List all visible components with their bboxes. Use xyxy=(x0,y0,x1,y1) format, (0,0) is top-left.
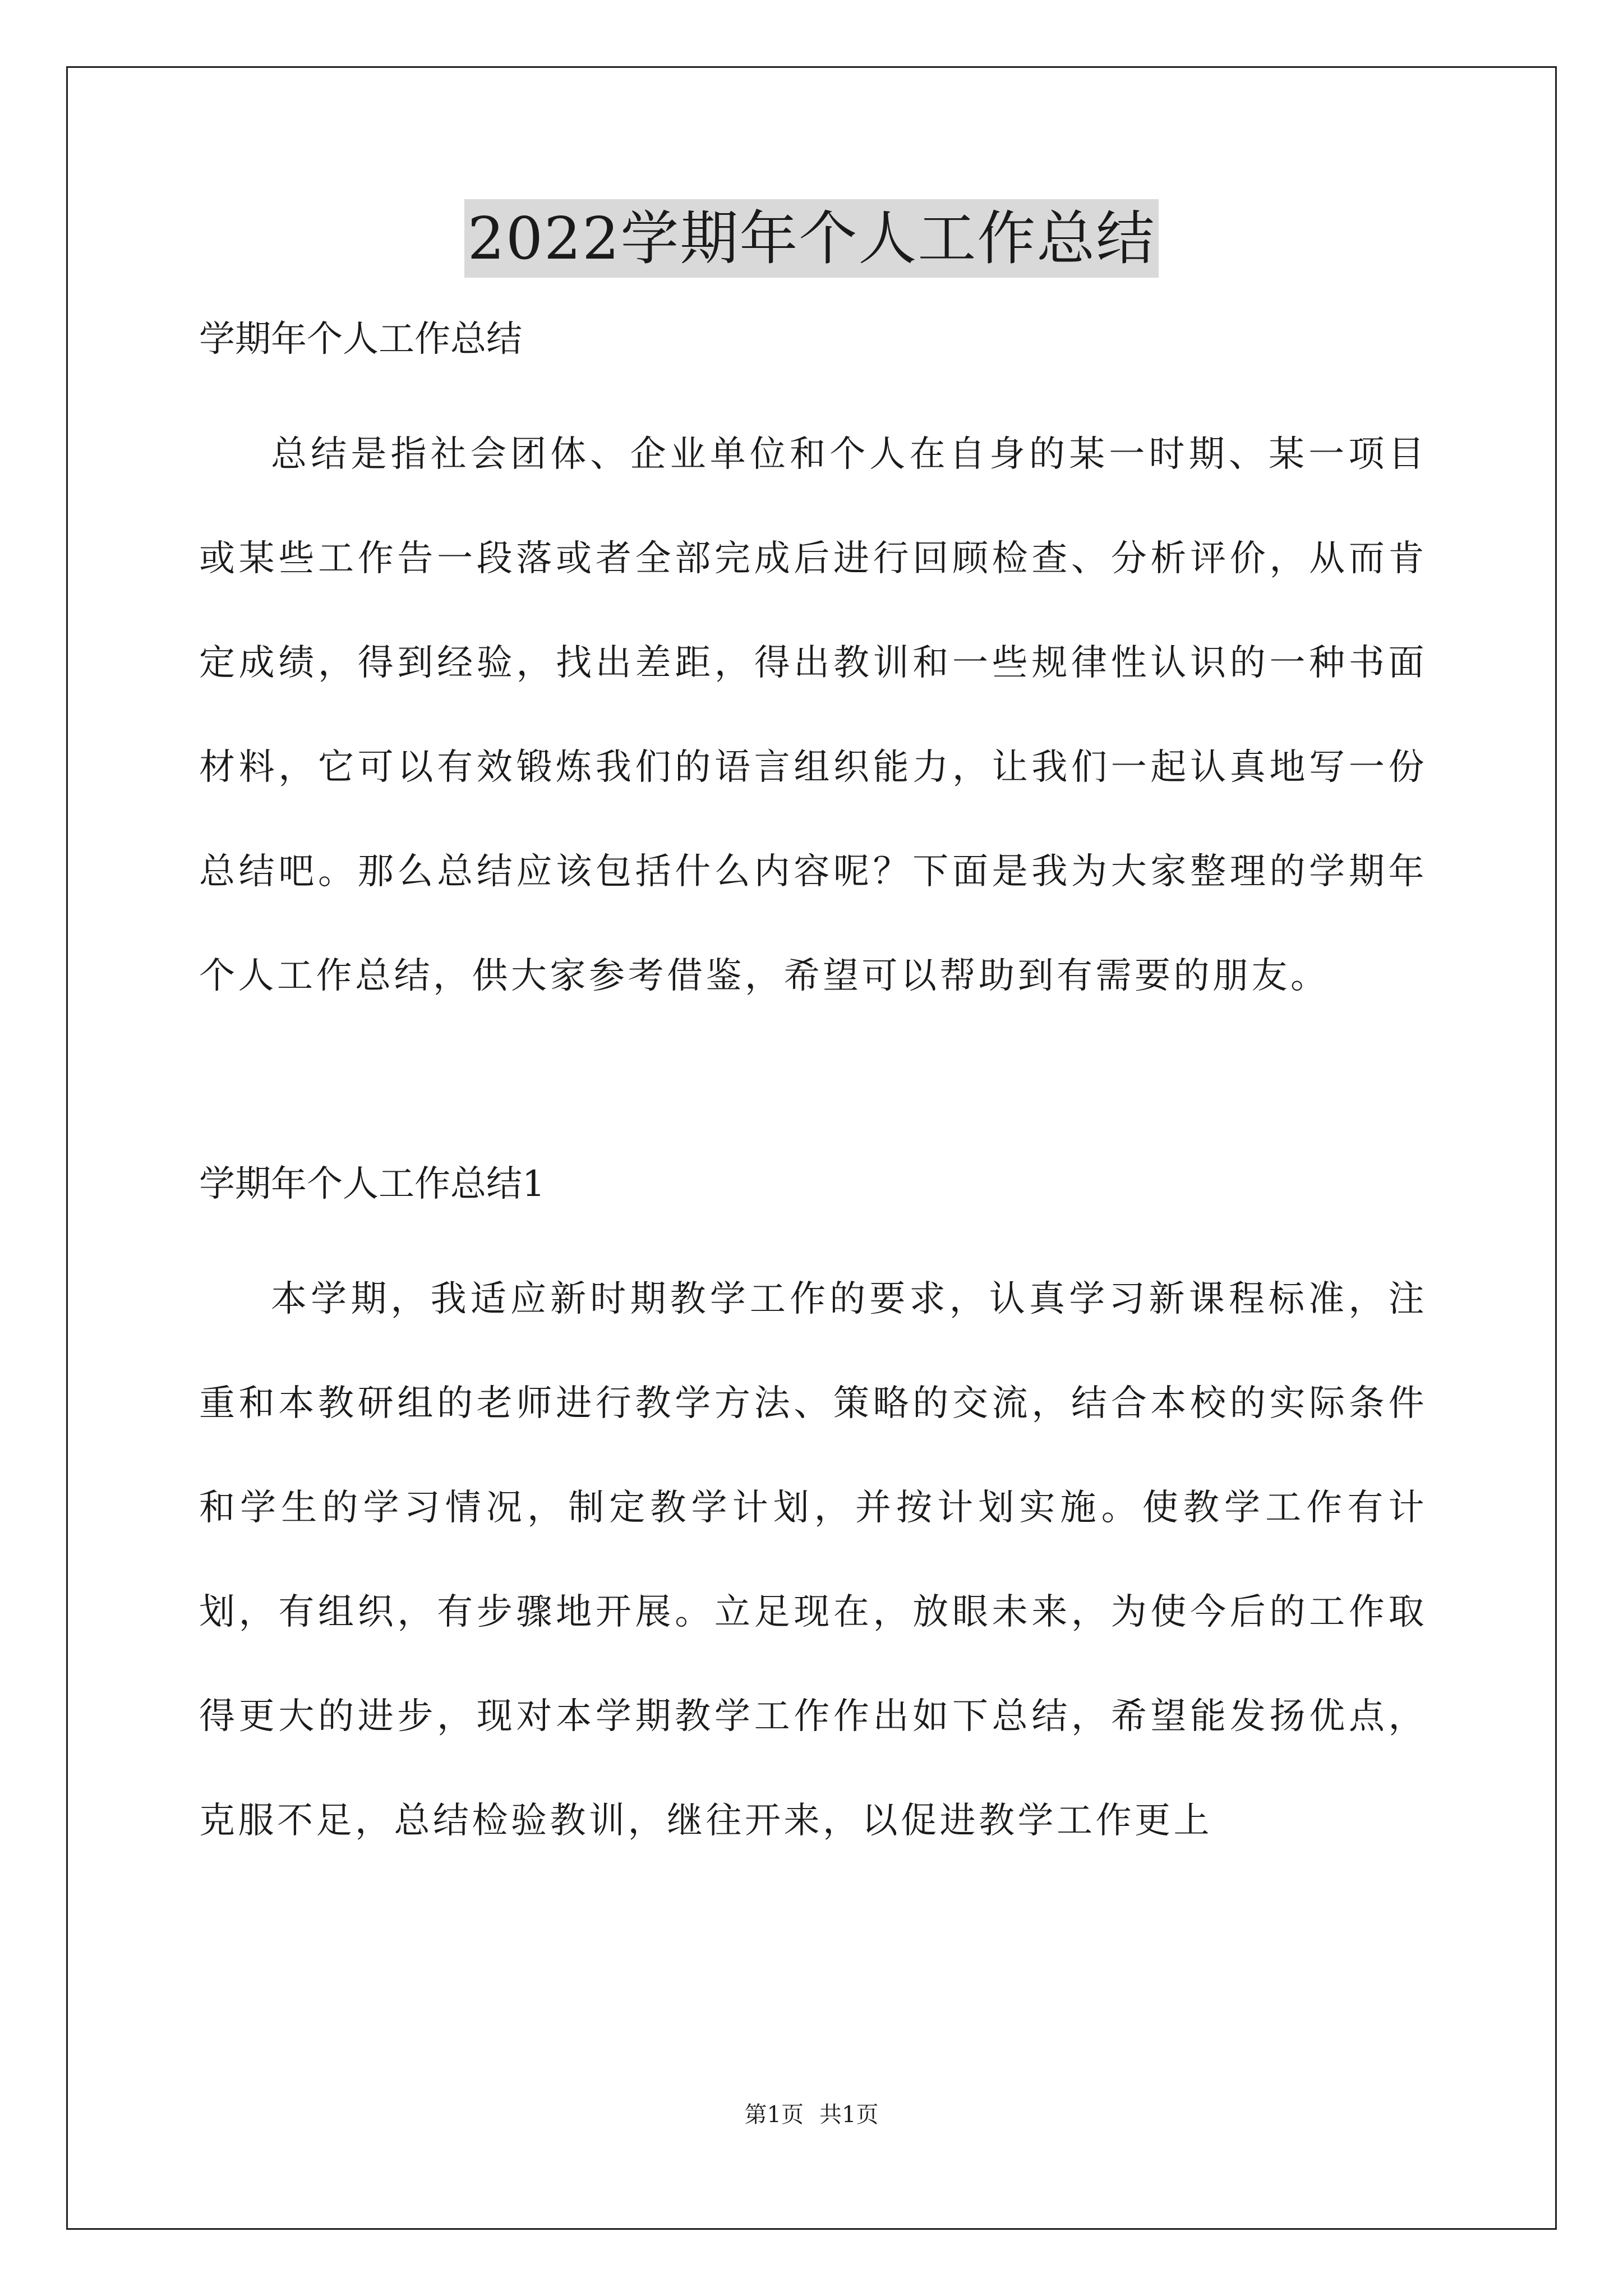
section-paragraph: 本学期，我适应新时期教学工作的要求，认真学习新课程标准，注重和本教研组的老师进行教学方法、策略的交流，结合本校的实际条件和学生的学习情况，制定教学计划，并按计划实施。使教学工作有计划，有组织，有步骤地开展。立足现在，放眼未来，为使今后的工作取得更大的进步，现对本学期教学工作作出如下总结，希望能发扬优点，克服不足，总结检验教训，继往开来，以促进教学工作更上 xyxy=(199,1278,1427,1842)
section-paragraph: 总结是指社会团体、企业单位和个人在自身的某一时期、某一项目或某些工作告一段落或者全部完成后进行回顾检查、分析评价，从而肯定成绩，得到经验，找出差距，得出教训和一些规律性认识的一种书面材料，它可以有效锻炼我们的语言组织能力，让我们一起认真地写一份总结吧。那么总结应该包括什么内容呢？下面是我为大家整理的学期年个人工作总结，供大家参考借鉴，希望可以帮助到有需要的朋友。 xyxy=(199,434,1427,997)
page-number: 第1页 xyxy=(744,2102,804,2128)
title-block xyxy=(0,199,1623,278)
spacer xyxy=(199,1028,1427,1156)
section-heading: 学期年个人工作总结 xyxy=(199,319,522,360)
page-footer xyxy=(0,2098,1623,2132)
spacer xyxy=(199,367,1427,402)
page-total: 共1页 xyxy=(819,2102,879,2128)
document-title: 2022学期年个人工作总结 xyxy=(464,199,1159,278)
section-heading: 学期年个人工作总结1 xyxy=(199,1163,545,1205)
spacer xyxy=(199,1212,1427,1247)
document-body xyxy=(199,311,1427,1873)
